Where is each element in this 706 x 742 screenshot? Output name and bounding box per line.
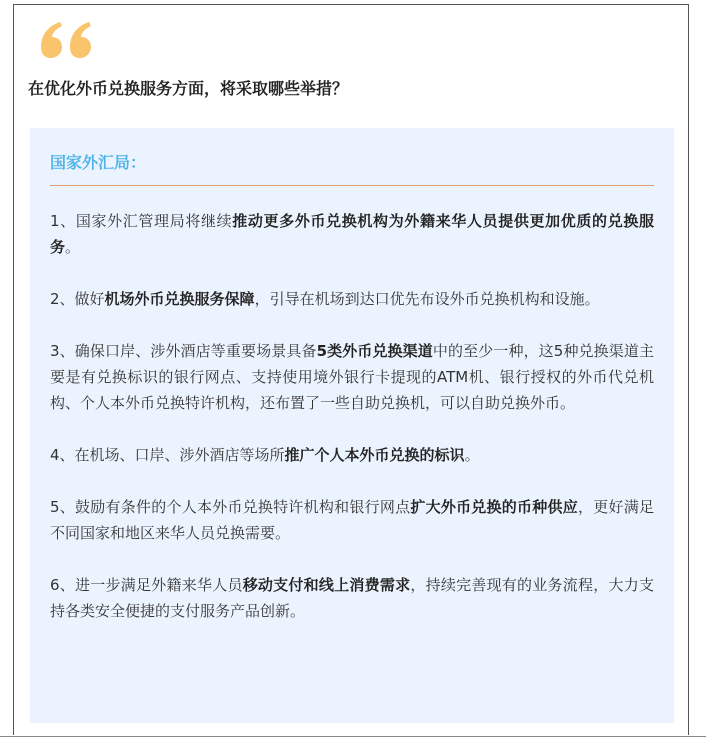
answer-box (30, 128, 674, 723)
measure-item-3: 3、确保口岸、涉外酒店等重要场景具备5类外币兑换渠道中的至少一种，这5种兑换渠道主要是有兑换标识的银行网点、支持使用境外银行卡提现的ATM机、银行授权的外币代兑机构、个人本外币兑换特许机构，还布置了一些自助兑换机，可以自助兑换外币。 (50, 342, 655, 412)
measure-item-6: 6、进一步满足外籍来华人员移动支付和线上消费需求，持续完善现有的业务流程，大力支持各类安全便捷的支付服务产品创新。 (50, 576, 654, 620)
measure-item-2: 2、做好机场外币兑换服务保障，引导在机场到达口优先布设外币兑换机构和设施。 (50, 290, 600, 308)
divider (50, 185, 654, 186)
bottom-rule (0, 736, 706, 737)
source-label: 国家外汇局： (50, 153, 147, 172)
quote-marks-icon (41, 22, 93, 58)
measure-item-5: 5、鼓励有条件的个人本外币兑换特许机构和银行网点扩大外币兑换的币种供应，更好满足不同国家和地区来华人员兑换需要。 (50, 498, 654, 542)
measure-item-4: 4、在机场、口岸、涉外酒店等场所推广个人本外币兑换的标识。 (50, 446, 480, 464)
question-heading: 在优化外币兑换服务方面，将采取哪些举措？ (28, 79, 349, 98)
measure-item-1: 1、国家外汇管理局将继续推动更多外币兑换机构为外籍来华人员提供更加优质的兑换服务。 (50, 212, 654, 256)
